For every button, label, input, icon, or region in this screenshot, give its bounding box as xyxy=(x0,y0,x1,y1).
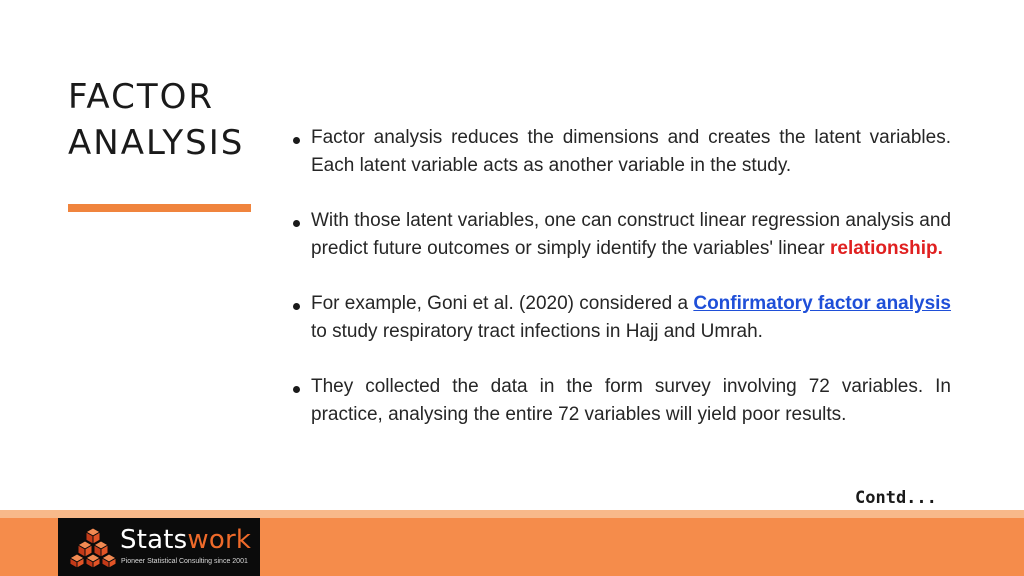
logo-tagline: Pioneer Statistical Consulting since 2001 xyxy=(121,558,248,565)
bullet-item xyxy=(290,373,951,429)
slide-title xyxy=(68,74,244,166)
slide-title-line2: ANALYSIS xyxy=(68,123,245,163)
bullet-item xyxy=(290,124,951,180)
stacked-cubes-logo-icon xyxy=(70,526,116,568)
logo-wordmark xyxy=(120,525,251,555)
logo-wordmark-part1: Stats xyxy=(120,525,188,555)
statswork-logo[interactable] xyxy=(58,518,260,576)
contd-label: Contd... xyxy=(855,488,937,508)
bullet-text: With those latent variables, one can construct linear regression analysis and predict future outcomes or simply identify the variables' linear xyxy=(311,210,952,259)
bullet-list xyxy=(290,124,951,429)
bullet-text: to study respiratory tract infections in Hajj and Umrah. xyxy=(311,321,763,342)
footer-stripe xyxy=(0,510,1024,518)
logo-wordmark-part2: work xyxy=(187,525,252,555)
confirmatory-factor-analysis-link[interactable]: Confirmatory factor analysis xyxy=(693,293,952,314)
bullet-item xyxy=(290,207,951,263)
slide-title-line1: FACTOR xyxy=(68,77,214,117)
highlight-relationship: relationship. xyxy=(829,238,943,259)
bullet-text: Factor analysis reduces the dimensions and creates the latent variables. Each latent variable acts as another variable in the study. xyxy=(311,127,951,176)
bullet-text: For example, Goni et al. (2020) considered a xyxy=(311,293,694,314)
title-underline-bar xyxy=(68,204,251,212)
bullet-item xyxy=(290,290,951,346)
bullet-text: They collected the data in the form survey involving 72 variables. In practice, analysing the entire 72 variables will yield poor results. xyxy=(311,376,951,425)
